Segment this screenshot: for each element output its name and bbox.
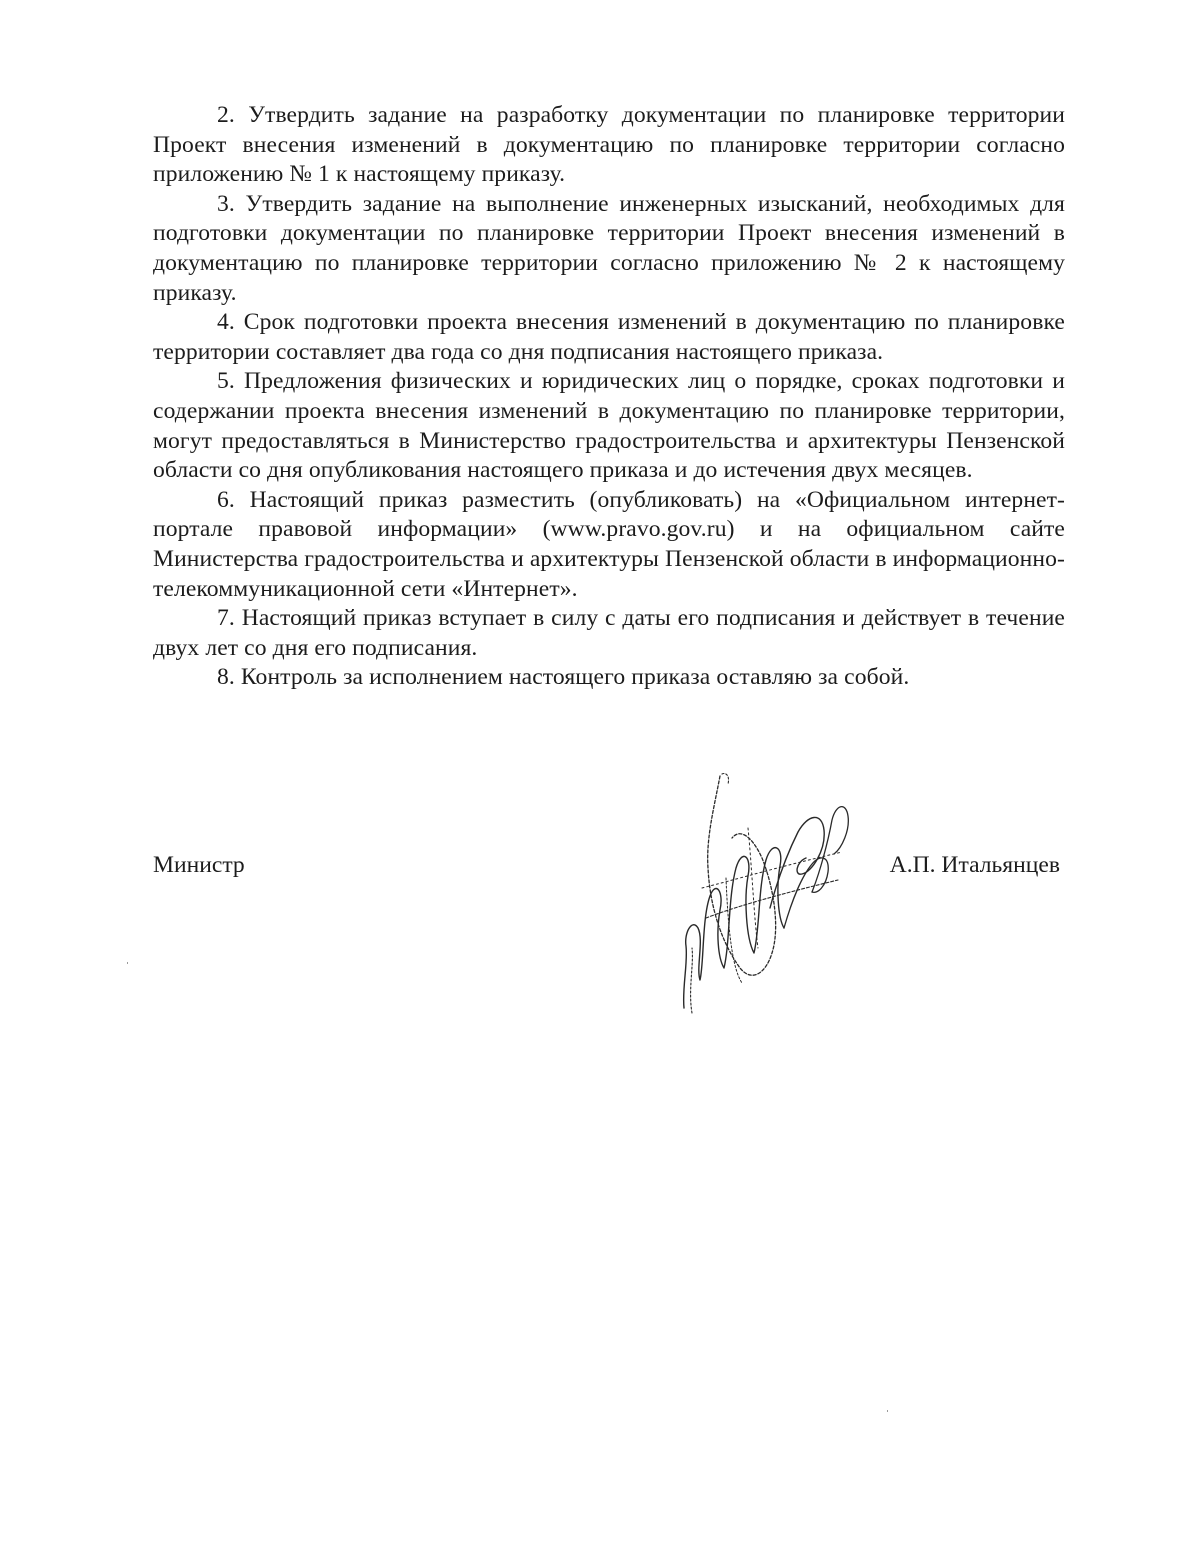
scan-speck: [887, 1410, 888, 1412]
paragraph-item-8: 8. Контроль за исполнением настоящего приказа оставляю за собой.: [217, 664, 910, 691]
paragraph-item-3: 3. Утвердить задание на выполнение инженерных изысканий, необходимых для подготовки документации по планировке территории Проект внесения изменений в документацию по планировке территории согласно приложению № 2 к настоящему приказу.: [153, 190, 1065, 306]
paragraph-item-2: 2. Утвердить задание на разработку документации по планировке территории Проект внесения изменений в документацию по планировке территории согласно приложению № 1 к настоящему приказу.: [153, 102, 1065, 188]
signer-name: А.П. Итальянцев: [889, 852, 1060, 878]
paragraph-item-4: 4. Срок подготовки проекта внесения изменений в документацию по планировке территории составляет два года со дня подписания настоящего приказа.: [153, 309, 1065, 365]
document-body: [153, 101, 1065, 693]
paragraph-item-7: 7. Настоящий приказ вступает в силу с даты его подписания и действует в течение двух лет со дня его подписания.: [153, 605, 1065, 661]
signer-position: Министр: [153, 852, 245, 878]
paragraph-item-6: 6. Настоящий приказ разместить (опубликовать) на «Официальном интернет-портале правовой информации» (www.pravo.gov.ru) и на официальном сайте Министерства градостроительства и архитектуры Пензенской области в информационно-телекоммуникационной сети «Интернет».: [153, 486, 1065, 602]
scan-speck: [127, 962, 128, 964]
handwritten-signature: [662, 768, 854, 1018]
signature-block: [153, 850, 1065, 890]
paragraph-item-5: 5. Предложения физических и юридических лиц о порядке, сроках подготовки и содержании проекта внесения изменений в документацию по планировке территории, могут предоставляться в Министерство градостроительства и архитектуры Пензенской области со дня опубликования настоящего приказа и до истечения двух месяцев.: [153, 368, 1065, 484]
